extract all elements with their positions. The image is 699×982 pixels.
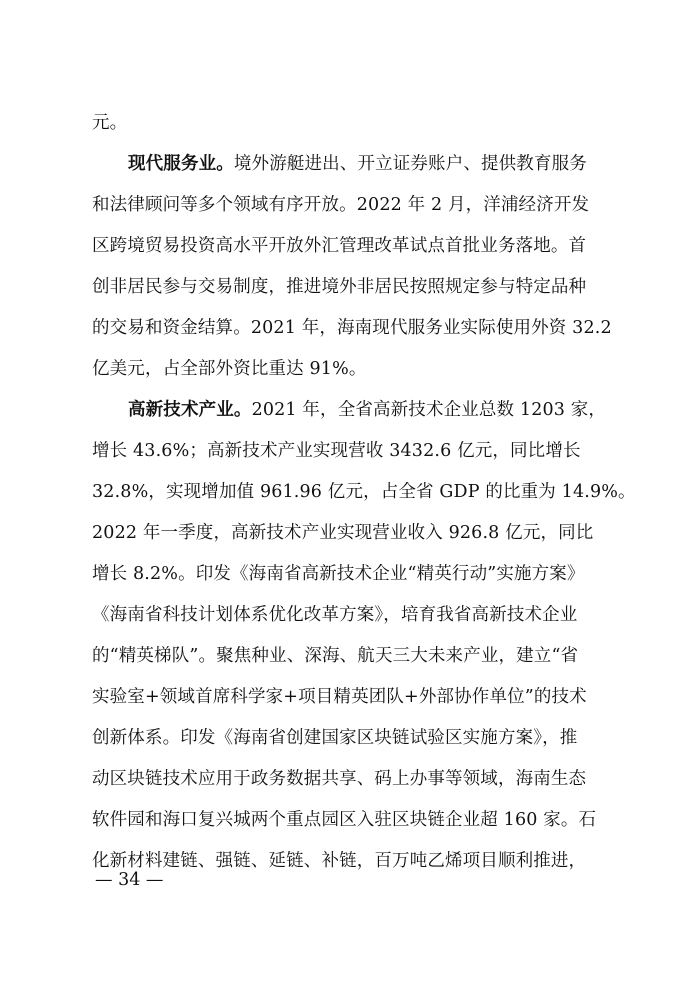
text-line bbox=[92, 562, 615, 586]
line-text: 和法律顾问等多个领域有序开放。2022 年 2 月，洋浦经济开发 bbox=[92, 195, 590, 215]
section-heading-high-tech: 高新技术产业。 bbox=[128, 400, 252, 420]
text-line bbox=[92, 808, 615, 832]
line-text: 2021 年，全省高新技术企业总数 1203 家， bbox=[251, 400, 607, 420]
line-text: 实验室+领域首席科学家+项目精英团队+外部协作单位”的技术 bbox=[92, 687, 587, 707]
line-text: 化新材料建链、强链、延链、补链，百万吨乙烯项目顺利推进， bbox=[92, 851, 587, 871]
text-line bbox=[92, 521, 615, 545]
line-text: 的“精英梯队”。聚焦种业、深海、航天三大未来产业，建立“省 bbox=[92, 646, 579, 666]
text-line bbox=[92, 111, 615, 135]
text-line bbox=[92, 439, 615, 463]
line-text: 32.8%，实现增加值 961.96 亿元，占全省 GDP 的比重为 14.9%。 bbox=[92, 482, 636, 502]
line-text: 2022 年一季度，高新技术产业实现营业收入 926.8 亿元，同比 bbox=[92, 523, 594, 543]
line-text: 元。 bbox=[92, 113, 128, 133]
text-line bbox=[92, 357, 615, 381]
line-text: 创非居民参与交易制度，推进境外非居民按照规定参与特定品种 bbox=[92, 277, 587, 297]
line-text: 创新体系。印发《海南省创建国家区块链试验区实施方案》，推 bbox=[92, 728, 578, 748]
text-line bbox=[92, 234, 615, 258]
line-text: 《海南省科技计划体系优化改革方案》，培育我省高新技术企业 bbox=[92, 605, 578, 625]
section-heading-modern-services: 现代服务业。 bbox=[128, 154, 234, 174]
text-line bbox=[92, 275, 615, 299]
text-line bbox=[92, 767, 615, 791]
text-line bbox=[92, 603, 615, 627]
line-text: 增长 8.2%。印发《海南省高新技术企业“精英行动”实施方案》 bbox=[92, 564, 585, 584]
paragraph-high-tech bbox=[128, 398, 615, 422]
text-line bbox=[92, 480, 636, 504]
line-text: 亿美元，占全部外资比重达 91%。 bbox=[92, 359, 367, 379]
text-line bbox=[92, 644, 615, 668]
text-line bbox=[92, 193, 615, 217]
line-text: 区跨境贸易投资高水平开放外汇管理改革试点首批业务落地。首 bbox=[92, 236, 587, 256]
line-text: 动区块链技术应用于政务数据共享、码上办事等领域，海南生态 bbox=[92, 769, 587, 789]
text-line bbox=[92, 849, 615, 873]
text-line bbox=[92, 316, 615, 340]
line-text: 增长 43.6%；高新技术产业实现营收 3432.6 亿元，同比增长 bbox=[92, 441, 581, 461]
text-line bbox=[92, 726, 615, 750]
line-text: 境外游艇进出、开立证券账户、提供教育服务 bbox=[233, 154, 587, 174]
line-text: 软件园和海口复兴城两个重点园区入驻区块链企业超 160 家。石 bbox=[92, 810, 597, 830]
paragraph-modern-services bbox=[128, 152, 615, 176]
line-text: 的交易和资金结算。2021 年，海南现代服务业实际使用外资 32.2 bbox=[92, 318, 612, 338]
text-line bbox=[92, 685, 615, 709]
page-number: — 34 — bbox=[95, 870, 164, 890]
